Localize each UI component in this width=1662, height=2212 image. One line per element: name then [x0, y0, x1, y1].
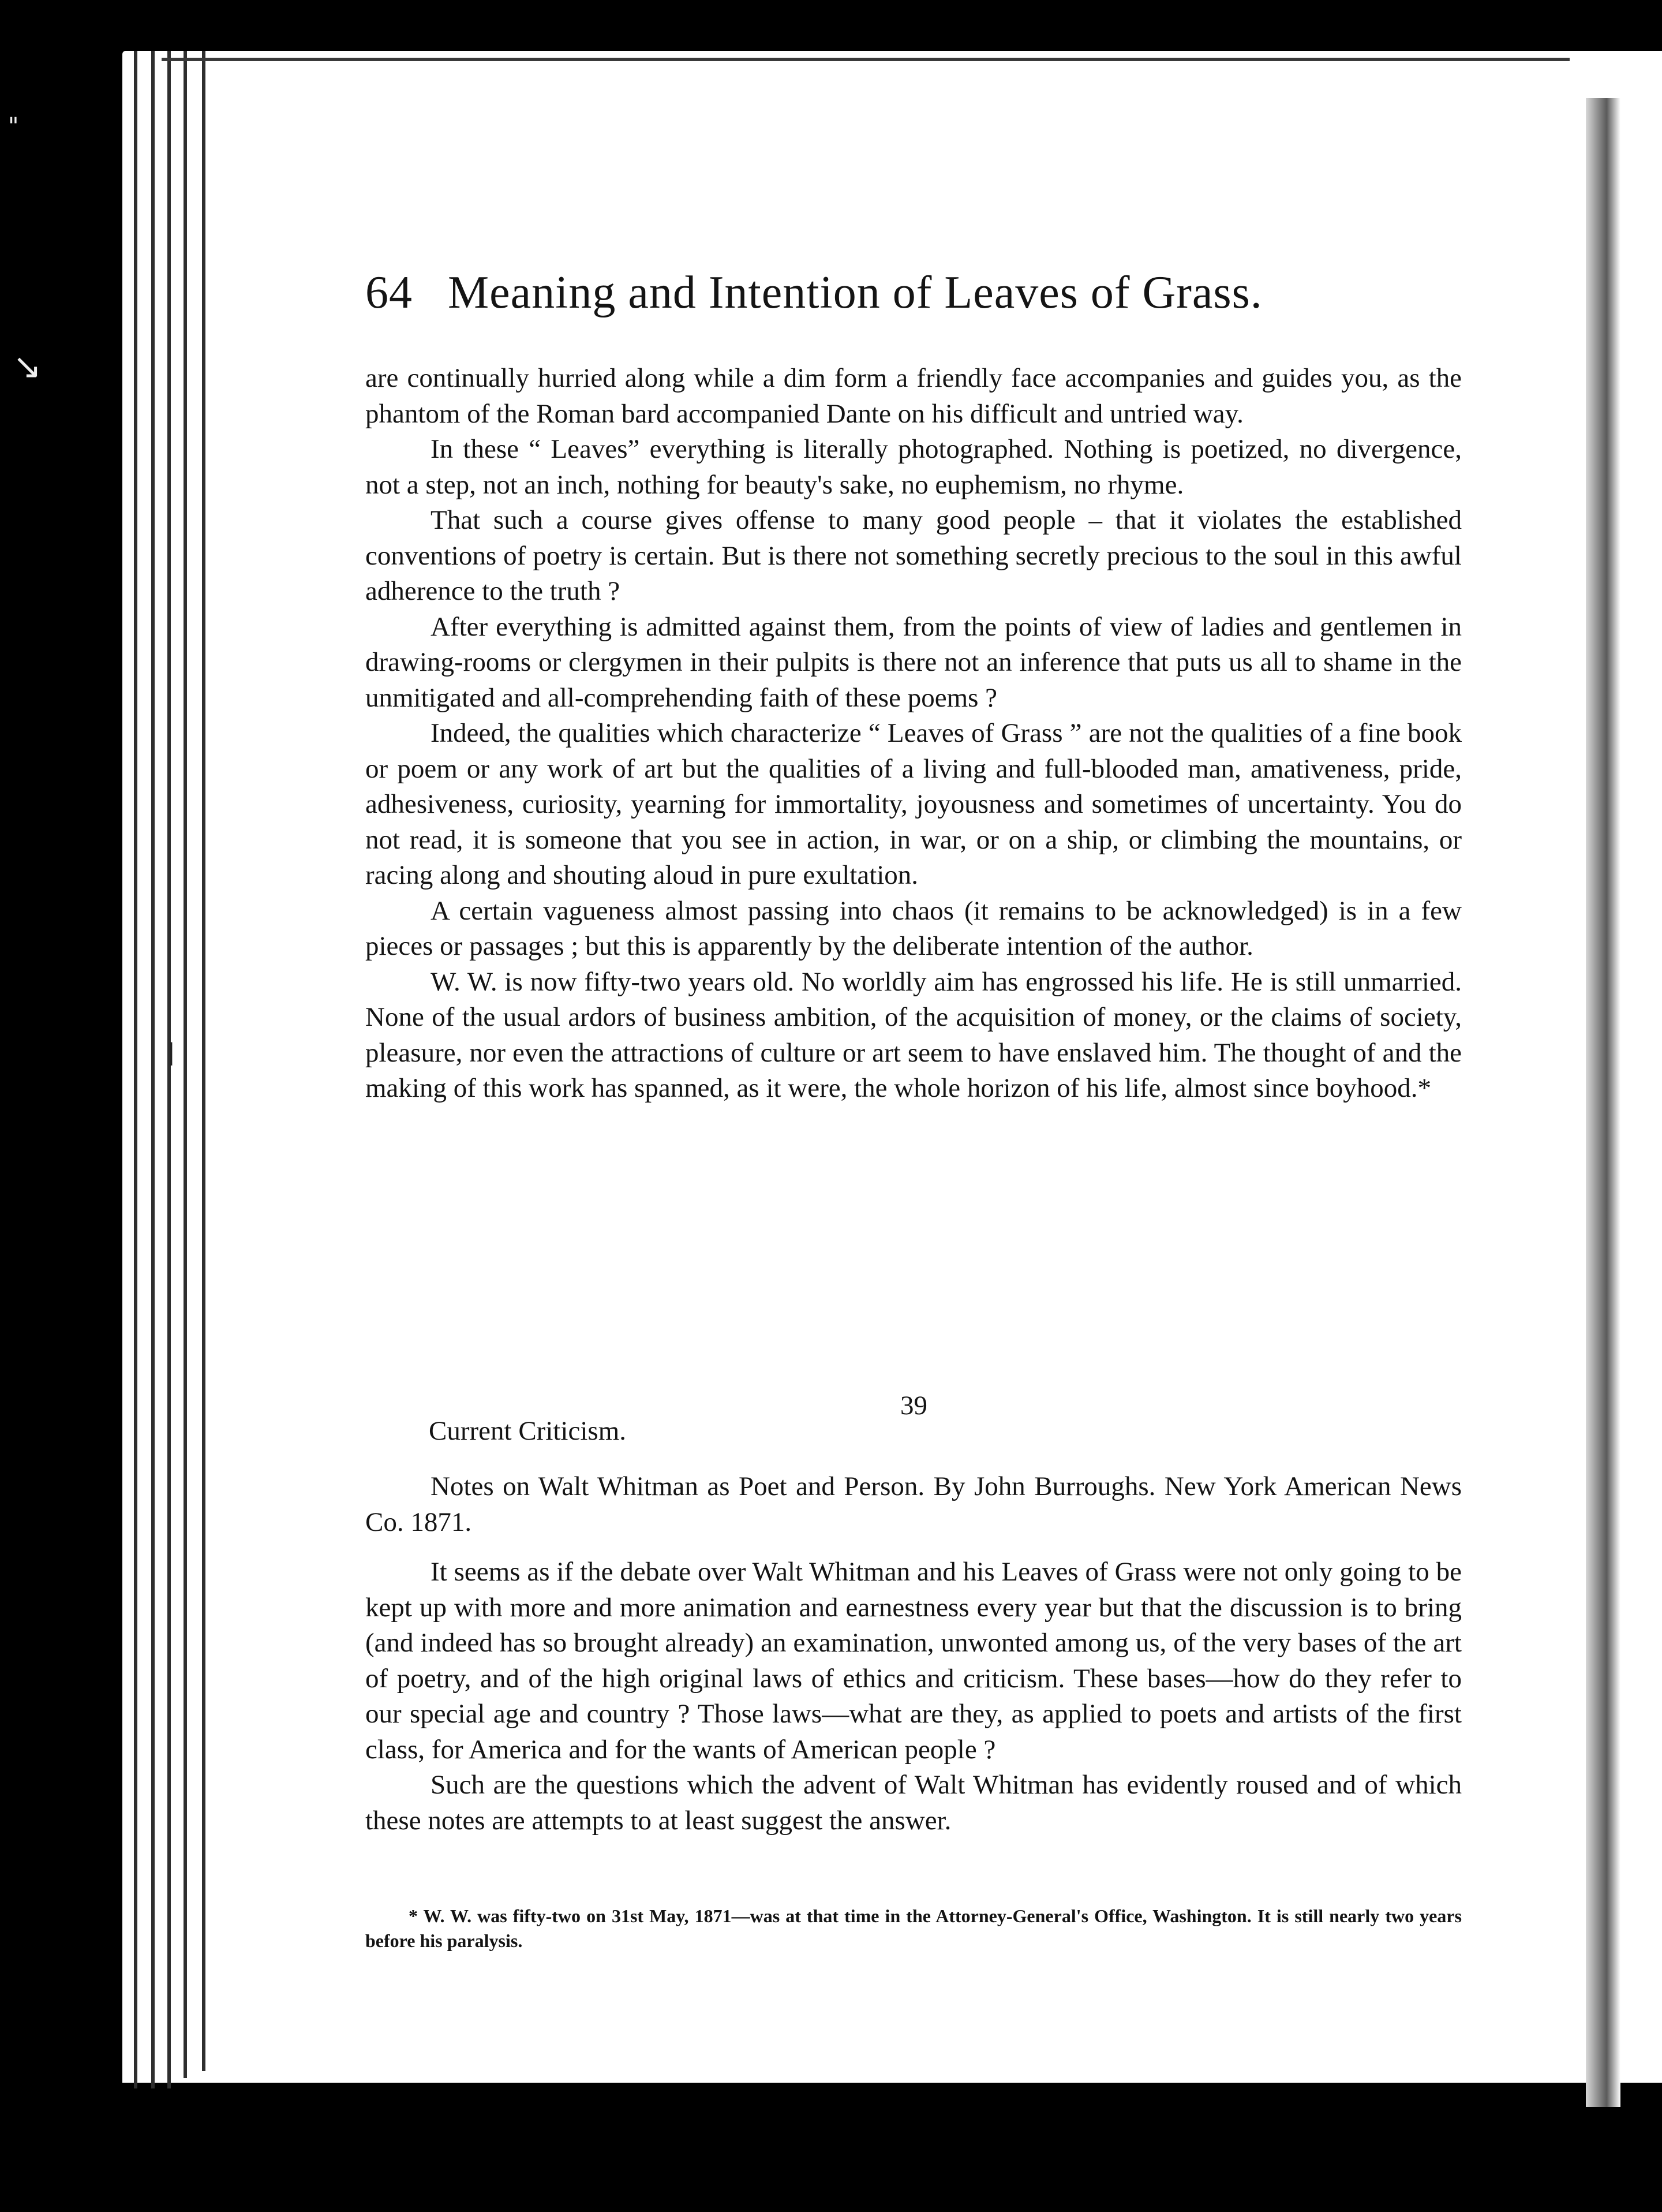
page-number: 64 [365, 267, 413, 318]
main-text-block [365, 361, 1462, 1107]
page-edge [184, 51, 187, 2078]
running-title: Meaning and Intention of Leaves of Grass. [448, 267, 1263, 318]
paragraph: A certain vagueness almost passing into chaos (it remains to be acknowledged) is in a few pieces or passages ; but this is apparently by the deliberate intention of the author. [365, 895, 1462, 961]
book-citation: Notes on Walt Whitman as Poet and Person. By John Burroughs. New York American News Co. 1871. [365, 1471, 1462, 1537]
page-edge [151, 51, 155, 2088]
page-edge [167, 51, 171, 2088]
scan-margin-mark: " [8, 113, 19, 140]
scan-margin-mark: ↘ [13, 346, 42, 387]
paragraph: That such a course gives offense to many good people – that it violates the established conventions of poetry is certain. But is there not something secretly precious to the soul in this awful adherence to the truth ? [365, 505, 1462, 606]
paragraph: Indeed, the qualities which characterize “ Leaves of Grass ” are not the qualities of a fine book or poem or any work of art but the qualities of a living and full-blooded man, amativeness, pride, adhesiveness, curiosity, yearning for immortality, joyousness and sometimes of uncertainty. You do not read, it is someone that you see in action, in war, or on a ship, or climbing the mountains, or racing along and shouting aloud in pure exultation. [365, 718, 1462, 890]
page-top-edge [162, 58, 1570, 61]
footnote: * W. W. was fifty-two on 31st May, 1871—was at that time in the Attorney-General's Office, Washington. It is still nearly two years before his paralysis. [365, 1905, 1462, 1951]
review-text-block [365, 1555, 1462, 1839]
paragraph: W. W. is now fifty-two years old. No worldly aim has engrossed his life. He is still unmarried. None of the usual ardors of business ambition, of the acquisition of money, or the claims of society, pleasure, nor even the attractions of culture or art seem to have enslaved him. The thought of and the making of this work has spanned, as it were, the whole horizon of his life, almost since boyhood.* [365, 966, 1462, 1103]
book-gutter-shadow [1586, 98, 1620, 2107]
paragraph: After everything is admitted against them, from the points of view of ladies and gentlemen in drawing-rooms or clergymen in their pulpits is there not an inference that puts us all to shame in the unmitigated and all-comprehending faith of these poems ? [365, 611, 1462, 713]
scan-margin-mark: | [167, 1039, 175, 1066]
page-edge [202, 51, 205, 2071]
paragraph: In these “ Leaves” everything is literally photographed. Nothing is poetized, no divergence, not a step, not an inch, nothing for beauty's sake, no euphemism, no rhyme. [365, 434, 1462, 500]
page-edge [134, 51, 137, 2088]
paragraph: are continually hurried along while a dim form a friendly face accompanies and guides you, as the phantom of the Roman bard accompanied Dante on his difficult and untried way. [365, 363, 1462, 429]
section-number: 39 [900, 1391, 927, 1421]
running-header [365, 267, 1473, 319]
paragraph: Such are the questions which the advent of Walt Whitman has evidently roused and of which these notes are attempts to at least suggest the answer. [365, 1770, 1462, 1836]
section-title: Current Criticism. [429, 1416, 627, 1446]
paragraph: It seems as if the debate over Walt Whitman and his Leaves of Grass were not only going to be kept up with more and more animation and earnestness every year but that the discussion is to bring (and indeed has so brought already) an examination, unwonted among us, of the very bases of the art of poetry, and of the high original laws of ethics and criticism. These bases—how do they refer to our special age and country ? Those laws—what are they, as applied to poets and artists of the first class, for America and for the wants of American people ? [365, 1557, 1462, 1765]
